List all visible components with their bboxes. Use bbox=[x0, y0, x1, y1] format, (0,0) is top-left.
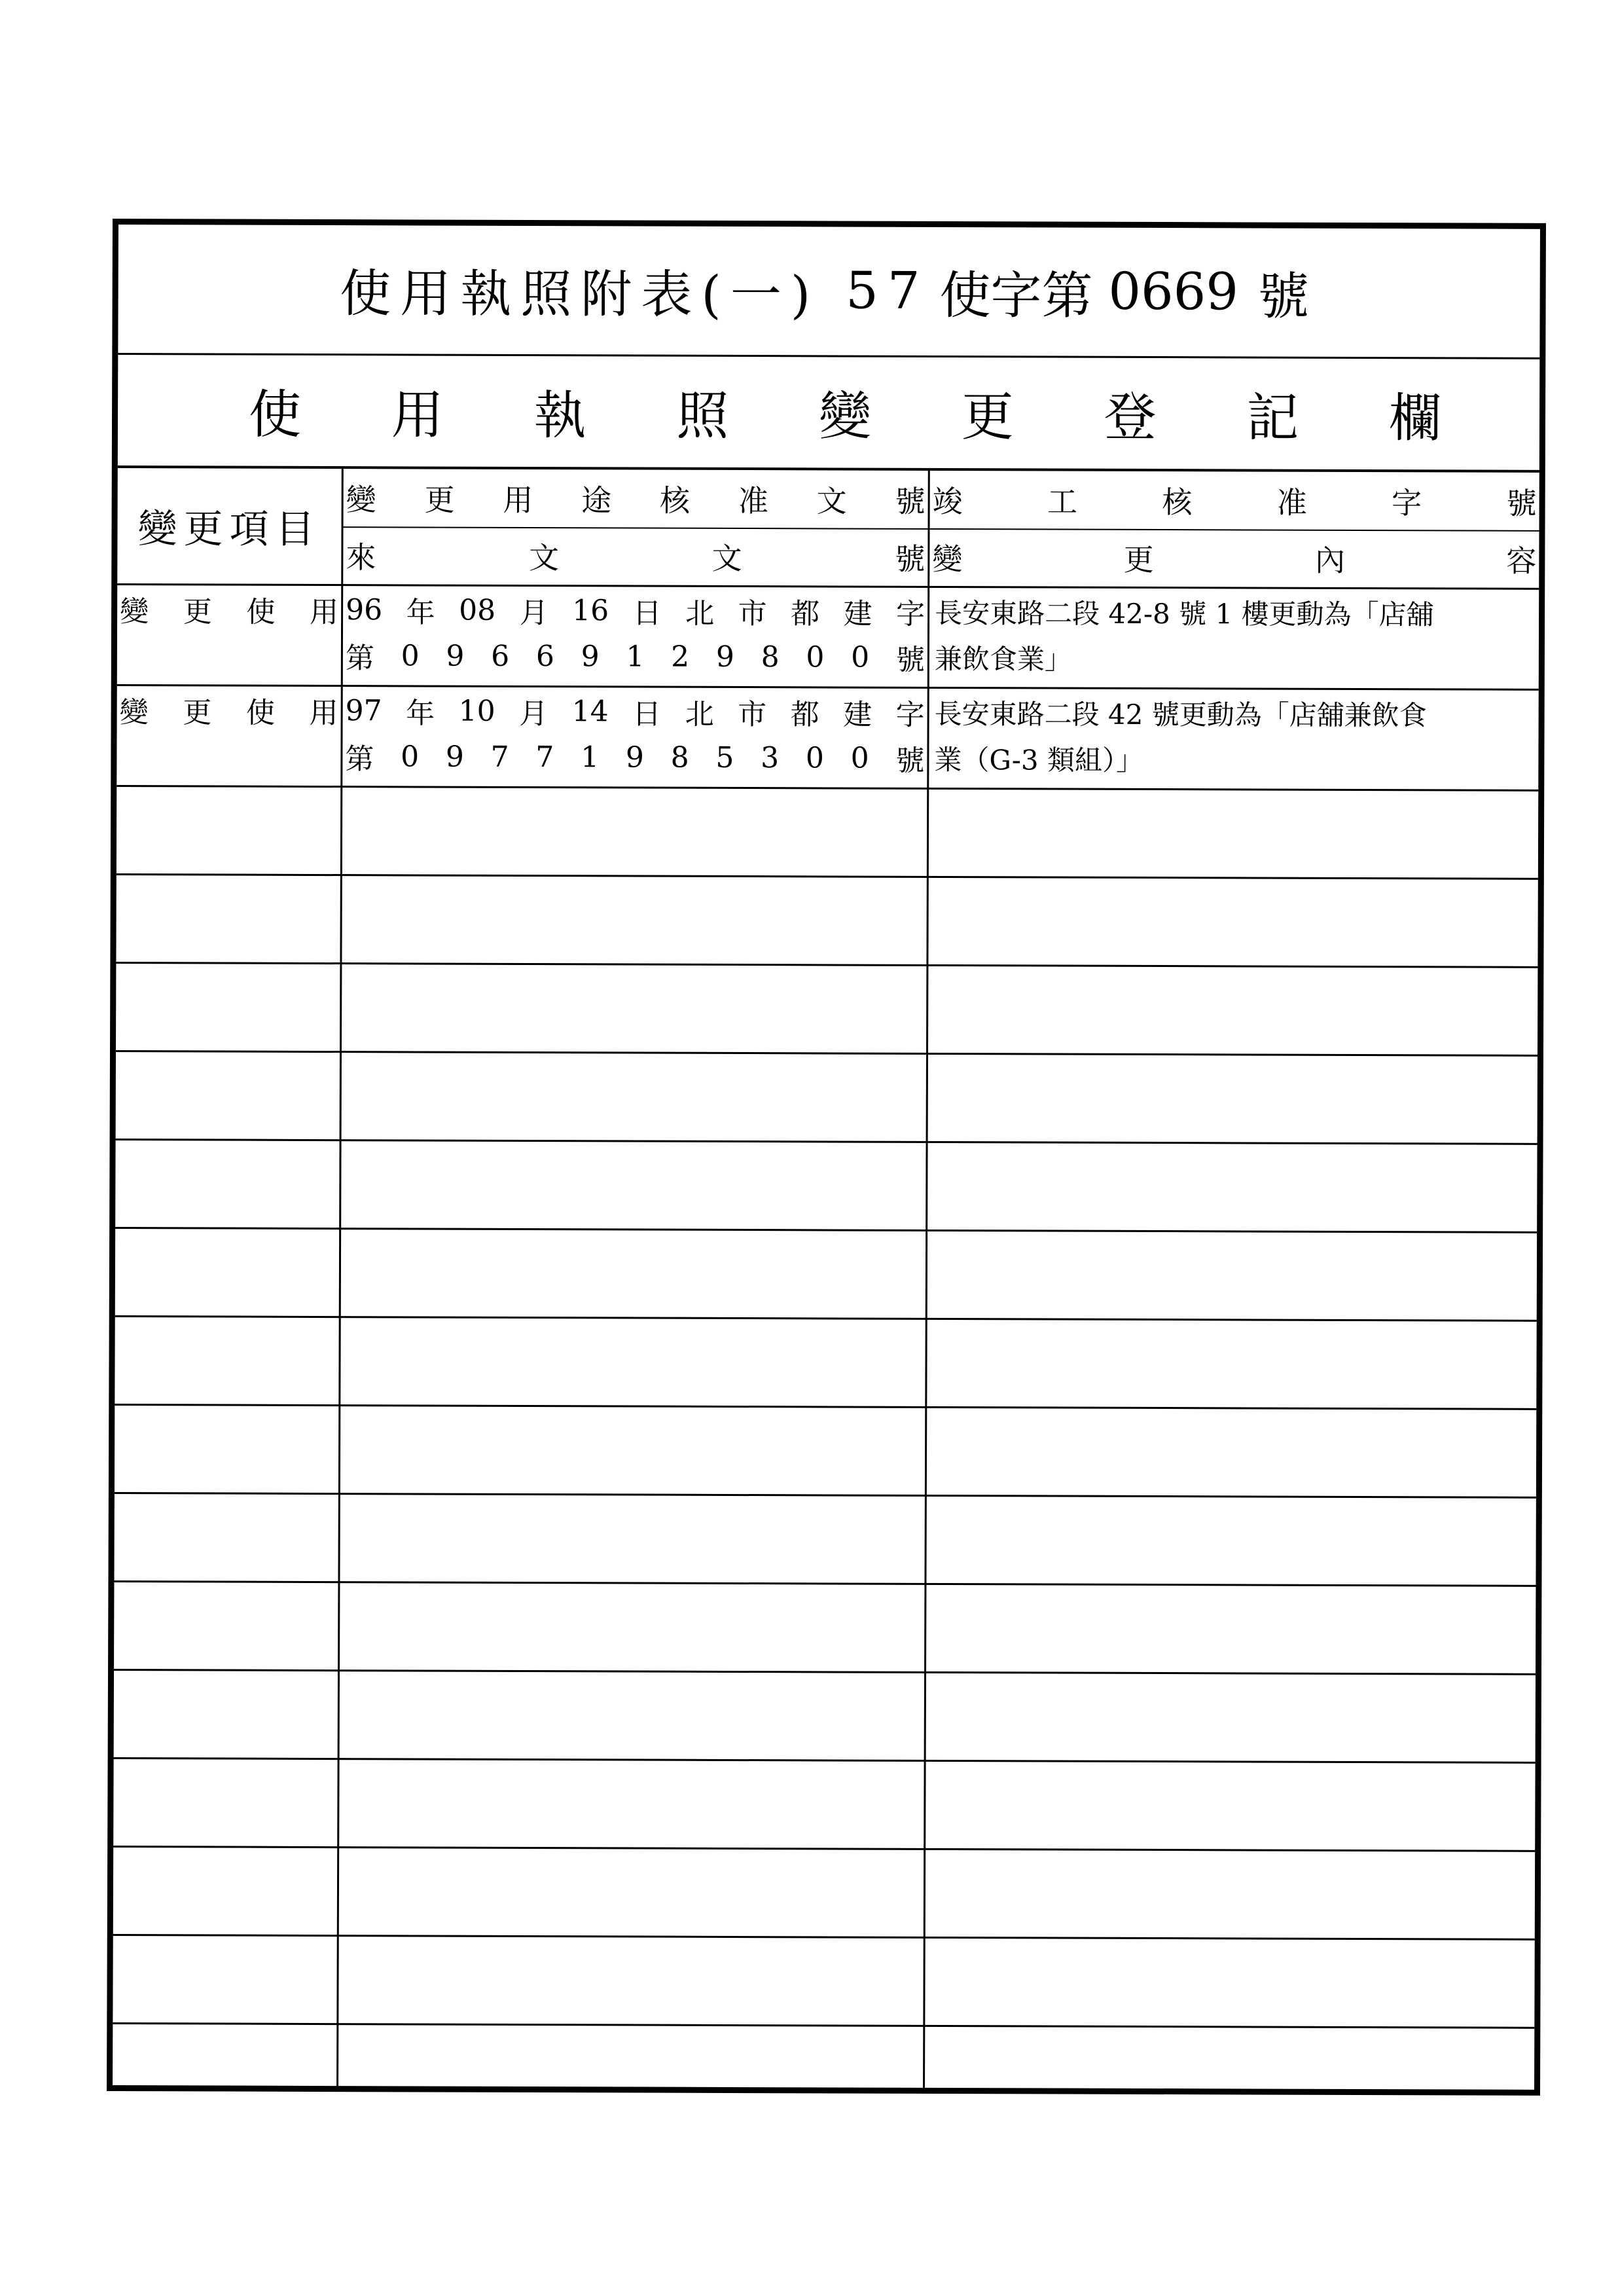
row-divider bbox=[113, 1846, 1535, 1852]
cell-char: 8 bbox=[761, 640, 780, 674]
cell-char: 08 bbox=[459, 593, 496, 627]
usage-license-form bbox=[107, 219, 1546, 2096]
change-record-table bbox=[113, 468, 1539, 2090]
cell-char: 號 bbox=[895, 744, 925, 778]
cell-char: 5 bbox=[715, 740, 734, 774]
cell-char: 用 bbox=[309, 696, 338, 731]
cell-char: 1 bbox=[626, 639, 645, 674]
cell-char: 1 bbox=[581, 740, 600, 774]
cell-char: 變 bbox=[119, 696, 149, 730]
row-1-item bbox=[117, 586, 341, 632]
header-char: 准 bbox=[738, 483, 768, 519]
header-char: 號 bbox=[895, 541, 926, 577]
cell-char: 9 bbox=[625, 740, 644, 774]
header-char: 准 bbox=[1276, 484, 1307, 520]
cell-char: 8 bbox=[670, 740, 689, 774]
title-char: 附 bbox=[581, 265, 641, 325]
title-char: 用 bbox=[400, 264, 461, 324]
cell-char: 市 bbox=[738, 597, 767, 631]
cell-char: 年 bbox=[406, 697, 435, 731]
title-char: 57 bbox=[846, 261, 929, 321]
row-divider bbox=[115, 1227, 1537, 1233]
row-2-content-line-1: 長安東路二段 42 號更動為「店舖兼飲食 bbox=[934, 697, 1427, 732]
subtitle-char: 登 bbox=[1104, 386, 1157, 448]
cell-char: 9 bbox=[581, 639, 600, 673]
row-divider bbox=[113, 2022, 1534, 2029]
subtitle-char: 記 bbox=[1246, 386, 1299, 448]
row-2-item bbox=[117, 687, 341, 733]
cell-char: 9 bbox=[445, 740, 465, 774]
subtitle-char: 使 bbox=[248, 384, 302, 445]
cell-char: 市 bbox=[738, 698, 767, 732]
cell-char: 變 bbox=[120, 595, 149, 629]
subtitle-char: 照 bbox=[676, 385, 729, 446]
header-char: 號 bbox=[895, 483, 926, 519]
header-char: 字 bbox=[1392, 485, 1422, 521]
row-divider bbox=[114, 1669, 1536, 1675]
cell-char: 使 bbox=[246, 595, 276, 629]
cell-char: 日 bbox=[632, 697, 662, 731]
header-char: 文 bbox=[711, 540, 742, 577]
header-char: 更 bbox=[424, 482, 455, 518]
cell-char: 建 bbox=[843, 698, 872, 732]
row-divider bbox=[115, 1315, 1537, 1322]
cell-char: 月 bbox=[519, 596, 548, 630]
title-char: 照 bbox=[520, 264, 581, 325]
cell-char: 更 bbox=[183, 696, 212, 730]
cell-char: 更 bbox=[183, 595, 212, 629]
row-divider bbox=[114, 1757, 1536, 1764]
cell-char: 第 bbox=[345, 742, 374, 776]
cell-char: 96 bbox=[346, 592, 383, 627]
cell-char: 6 bbox=[491, 639, 510, 673]
cell-char: 16 bbox=[572, 593, 609, 627]
cell-char: 97 bbox=[345, 693, 382, 727]
header-char: 來 bbox=[346, 539, 376, 575]
subtitle-char: 變 bbox=[818, 385, 872, 447]
header-char: 核 bbox=[1162, 484, 1193, 520]
form-subtitle bbox=[118, 353, 1540, 473]
cell-char: 北 bbox=[685, 697, 714, 731]
row-1-doc-line-2 bbox=[343, 632, 927, 680]
header-char: 容 bbox=[1506, 543, 1537, 579]
row-divider bbox=[114, 1580, 1536, 1587]
row-2-doc-line-2 bbox=[342, 733, 927, 781]
cell-char: 字 bbox=[895, 698, 925, 732]
row-divider bbox=[117, 785, 1538, 792]
title-char: 使 bbox=[340, 264, 401, 324]
subtitle-char: 更 bbox=[961, 386, 1014, 447]
row-divider bbox=[116, 1050, 1537, 1057]
header-char: 工 bbox=[1047, 484, 1078, 520]
cell-char: 0 bbox=[806, 640, 825, 674]
cell-char: 9 bbox=[446, 639, 465, 673]
header-char: 文 bbox=[816, 483, 847, 519]
title-char: 0669 bbox=[1108, 262, 1239, 322]
header-char: 竣 bbox=[932, 483, 963, 520]
cell-char: 0 bbox=[851, 640, 870, 674]
cell-char: 字 bbox=[896, 597, 926, 631]
cell-char: 都 bbox=[790, 698, 819, 732]
header-char: 文 bbox=[528, 540, 560, 576]
header-completion-number bbox=[930, 471, 1539, 530]
header-char: 變 bbox=[932, 541, 963, 577]
header-char: 核 bbox=[659, 483, 691, 519]
cell-char: 9 bbox=[715, 640, 734, 674]
row-1-content-line-2: 兼飲食業」 bbox=[934, 642, 1072, 676]
subtitle-char: 執 bbox=[533, 384, 586, 446]
cell-char: 10 bbox=[458, 694, 495, 728]
cell-char: 使 bbox=[245, 696, 276, 730]
header-approval-number bbox=[344, 469, 928, 528]
row-divider bbox=[116, 962, 1537, 968]
cell-char: 6 bbox=[535, 639, 554, 673]
cell-char: 號 bbox=[895, 643, 925, 677]
row-1-doc-line-1 bbox=[343, 587, 927, 634]
header-char: 更 bbox=[1123, 541, 1154, 577]
subtitle-char: 欄 bbox=[1388, 387, 1442, 448]
cell-char: 月 bbox=[519, 697, 548, 731]
title-char: 號 bbox=[1257, 267, 1319, 327]
cell-char: 建 bbox=[843, 597, 872, 631]
title-char: 使字第 bbox=[939, 266, 1093, 326]
row-divider bbox=[117, 873, 1538, 880]
row-divider bbox=[113, 1934, 1535, 1941]
row-2-content-line-2: 業（G-3 類組）」 bbox=[934, 743, 1144, 776]
title-char: 執 bbox=[460, 264, 521, 324]
subtitle-char: 用 bbox=[391, 384, 444, 446]
header-incoming-doc-number bbox=[343, 526, 927, 586]
cell-char: 0 bbox=[805, 740, 824, 774]
header-char: 途 bbox=[581, 483, 612, 519]
title-char: (一) bbox=[701, 265, 820, 325]
cell-char: 年 bbox=[406, 596, 435, 630]
row-1-content-line-1: 長安東路二段 42-8 號 1 樓更動為「店舖 bbox=[935, 596, 1434, 631]
header-char: 號 bbox=[1506, 485, 1537, 521]
row-divider bbox=[115, 1404, 1536, 1410]
header-char: 用 bbox=[503, 482, 533, 519]
header-char: 內 bbox=[1314, 542, 1346, 578]
cell-char: 北 bbox=[685, 596, 715, 630]
cell-char: 2 bbox=[671, 640, 690, 674]
row-2-doc-line-1 bbox=[343, 687, 927, 735]
header-change-item: 變更項目 bbox=[137, 506, 321, 553]
cell-char: 用 bbox=[310, 595, 339, 630]
cell-char: 都 bbox=[791, 597, 820, 631]
row-divider bbox=[115, 1492, 1536, 1499]
header-char: 變 bbox=[346, 482, 376, 518]
cell-char: 7 bbox=[490, 740, 509, 774]
form-title bbox=[118, 225, 1540, 359]
cell-char: 3 bbox=[761, 740, 780, 774]
cell-char: 0 bbox=[401, 638, 420, 672]
row-divider bbox=[116, 1139, 1537, 1145]
cell-char: 0 bbox=[401, 739, 420, 773]
header-change-content bbox=[929, 528, 1539, 588]
cell-char: 0 bbox=[850, 741, 869, 775]
cell-char: 14 bbox=[571, 694, 609, 728]
title-char: 表 bbox=[641, 265, 702, 325]
cell-char: 第 bbox=[345, 642, 374, 676]
cell-char: 日 bbox=[632, 596, 662, 630]
cell-char: 7 bbox=[535, 740, 554, 774]
